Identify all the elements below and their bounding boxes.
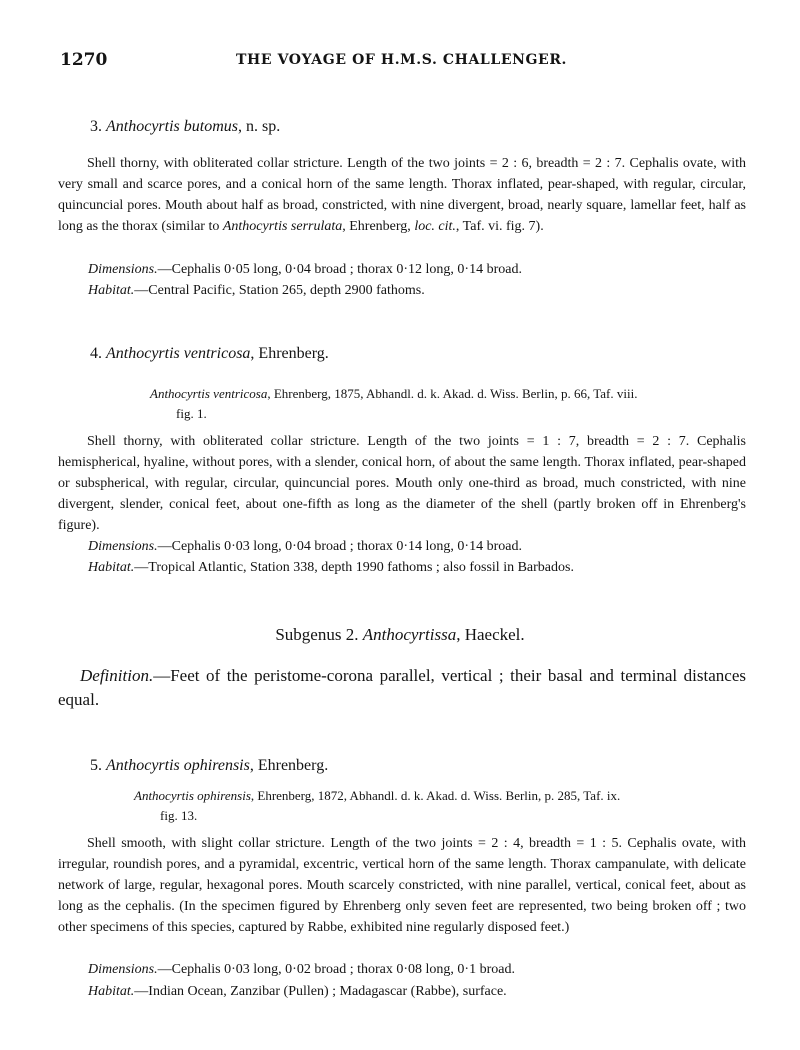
dimensions-line-5: [88, 962, 515, 978]
definition-text: —Feet of the peristome-corona parallel, vertical ; their basal and terminal distances equal.: [58, 666, 746, 709]
dimensions-label: Dimensions.: [88, 262, 158, 277]
species-authority: , n. sp.: [238, 118, 281, 135]
habitat-label: Habitat.: [88, 283, 135, 298]
habitat-text: —Central Pacific, Station 265, depth 2900 fathoms.: [134, 283, 425, 298]
dimensions-label: Dimensions.: [88, 539, 158, 554]
species-number: 4.: [90, 345, 102, 362]
species-number: 3.: [90, 118, 102, 135]
dimensions-text: —Cephalis 0·03 long, 0·04 broad ; thorax 0·14 long, 0·14 broad.: [157, 539, 522, 554]
habitat-text: —Indian Ocean, Zanzibar (Pullen) ; Madagascar (Rabbe), surface.: [134, 984, 507, 999]
species-number: 5.: [90, 757, 102, 774]
subgenus-definition: [58, 664, 746, 712]
dimensions-text: —Cephalis 0·05 long, 0·04 broad ; thorax 0·12 long, 0·14 broad.: [157, 262, 522, 277]
species-description-3: Shell thorny, with obliterated collar stricture. Length of the two joints = 2 : 6, breadth = 2 : 7. Cephalis ovate, with very small and scarce pores, and a conical horn of the same length. Thorax inflated, pear-shaped, with regular, circular, quincuncial pores. Mouth about half as broad, constricted, with nine divergent, broad, nearly square, lamellar feet, half as long as the thorax (similar to Anthocyrtis serrulata, Ehrenberg, loc. cit., Taf. vi. fig. 7).: [58, 156, 746, 234]
habitat-text: —Tropical Atlantic, Station 338, depth 1990 fathoms ; also fossil in Barbados.: [134, 560, 574, 575]
species-name: Anthocyrtis ophirensis: [106, 757, 250, 774]
definition-label: Definition.: [80, 666, 154, 685]
species-name: Anthocyrtis butomus: [106, 118, 238, 135]
species-heading-5: [90, 757, 328, 775]
dimensions-line-3: [88, 262, 522, 278]
habitat-line-4: [88, 560, 574, 576]
species-name: Anthocyrtis ventricosa: [106, 345, 251, 362]
species-authority: , Ehrenberg.: [249, 757, 329, 774]
habitat-line-3: [88, 283, 425, 299]
species-description-4: Shell thorny, with obliterated collar stricture. Length of the two joints = 1 : 7, breadth = 2 : 7. Cephalis hemispherical, hyaline, without pores, with a slender, conical horn, of about the same length. Thorax inflated, pear-shaped or subspherical, with regular, circular, quincuncial pores. Mouth only one-third as broad, much constricted, with nine divergent, slender, conical feet, about one-fifth as long as the diameter of the shell (partly broken off in Ehrenberg's figure).: [58, 434, 746, 533]
habitat-label: Habitat.: [88, 984, 135, 999]
page-number: 1270: [60, 50, 108, 70]
species-description-5: Shell smooth, with slight collar stricture. Length of the two joints = 2 : 4, breadth = 1 : 5. Cephalis ovate, with irregular, roundish pores, and a pyramidal, excentric, vertical horn of the same length. Thorax campanulate, with delicate network of large, regular, hexagonal pores. Mouth scarcely constricted, with nine parallel, vertical, conical feet, about as long as the cephalis. (In the specimen figured by Ehrenberg only seven feet are represented, two being broken off ; two other specimens of this species, captured by Rabbe, exhibited nine regularly disposed feet.): [58, 836, 746, 935]
subgenus-heading: Subgenus 2. Anthocyrtissa, Haeckel.: [275, 625, 525, 644]
reference-5: Anthocyrtis ophirensis, Ehrenberg, 1872, Abhandl. d. k. Akad. d. Wiss. Berlin, p. 285, Taf. ix. fig. 13.: [134, 788, 621, 823]
subgenus-name: Anthocyrtissa: [362, 625, 457, 644]
dimensions-label: Dimensions.: [88, 962, 158, 977]
dimensions-line-4: [88, 539, 522, 555]
page-header: [60, 50, 752, 72]
reference-4: Anthocyrtis ventricosa, Ehrenberg, 1875, Abhandl. d. k. Akad. d. Wiss. Berlin, p. 66, Taf. viii. fig. 1.: [150, 386, 638, 421]
running-title: THE VOYAGE OF H.M.S. CHALLENGER.: [236, 52, 568, 68]
dimensions-text: —Cephalis 0·03 long, 0·02 broad ; thorax 0·08 long, 0·1 broad.: [157, 962, 515, 977]
habitat-label: Habitat.: [88, 560, 135, 575]
species-authority: , Ehrenberg.: [250, 345, 329, 362]
species-heading-4: [90, 345, 329, 363]
habitat-line-5: [88, 984, 507, 1000]
species-heading-3: [90, 118, 280, 136]
